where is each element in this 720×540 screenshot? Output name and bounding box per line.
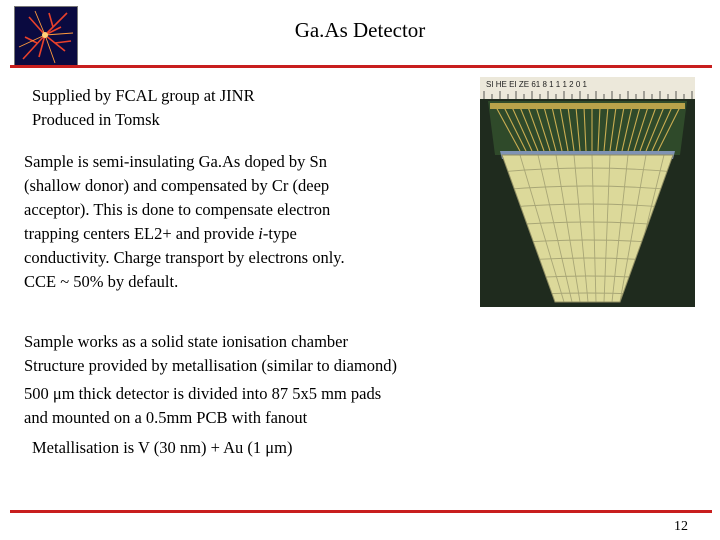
structure-line: Sample works as a solid state ionisation chamber (24, 332, 348, 351)
pads-line: 500 μm thick detector is divided into 87 5x5 mm pads (24, 384, 382, 403)
supplier-line: Supplied by FCAL group at JINR (32, 86, 255, 105)
particle-shower-logo-icon (14, 6, 78, 66)
supplier-block (32, 84, 255, 132)
description-line: (shallow donor) and compensated by Cr (deep (24, 176, 330, 195)
description-text: -type (262, 224, 297, 243)
producer-line: Produced in Tomsk (32, 110, 160, 129)
metallisation-line: Metallisation is V (30 nm) + Au (1 μm) (32, 438, 293, 457)
description-line: CCE ~ 50% by default. (24, 272, 179, 291)
ruler-labels: SI HE EI ZE 61 8 1 1 1 2 0 1 (486, 80, 587, 89)
description-line: acceptor). This is done to compensate electron (24, 200, 331, 219)
description-line (24, 222, 345, 246)
structure-block (24, 330, 397, 378)
title-divider (10, 65, 712, 68)
pads-block (24, 382, 381, 430)
pads-line: and mounted on a 0.5mm PCB with fanout (24, 408, 308, 427)
description-block (24, 150, 345, 294)
i-type-italic: i (258, 224, 263, 243)
page-number: 12 (674, 519, 688, 534)
description-line: conductivity. Charge transport by electrons only. (24, 248, 345, 267)
detector-sensor-photo (480, 77, 695, 307)
slide-title: Ga.As Detector (294, 18, 426, 42)
structure-line: Structure provided by metallisation (similar to diamond) (24, 356, 398, 375)
description-text: trapping centers EL2+ and provide (24, 224, 259, 243)
footer-divider (10, 510, 712, 513)
description-line: Sample is semi-insulating Ga.As doped by Sn (24, 152, 327, 171)
